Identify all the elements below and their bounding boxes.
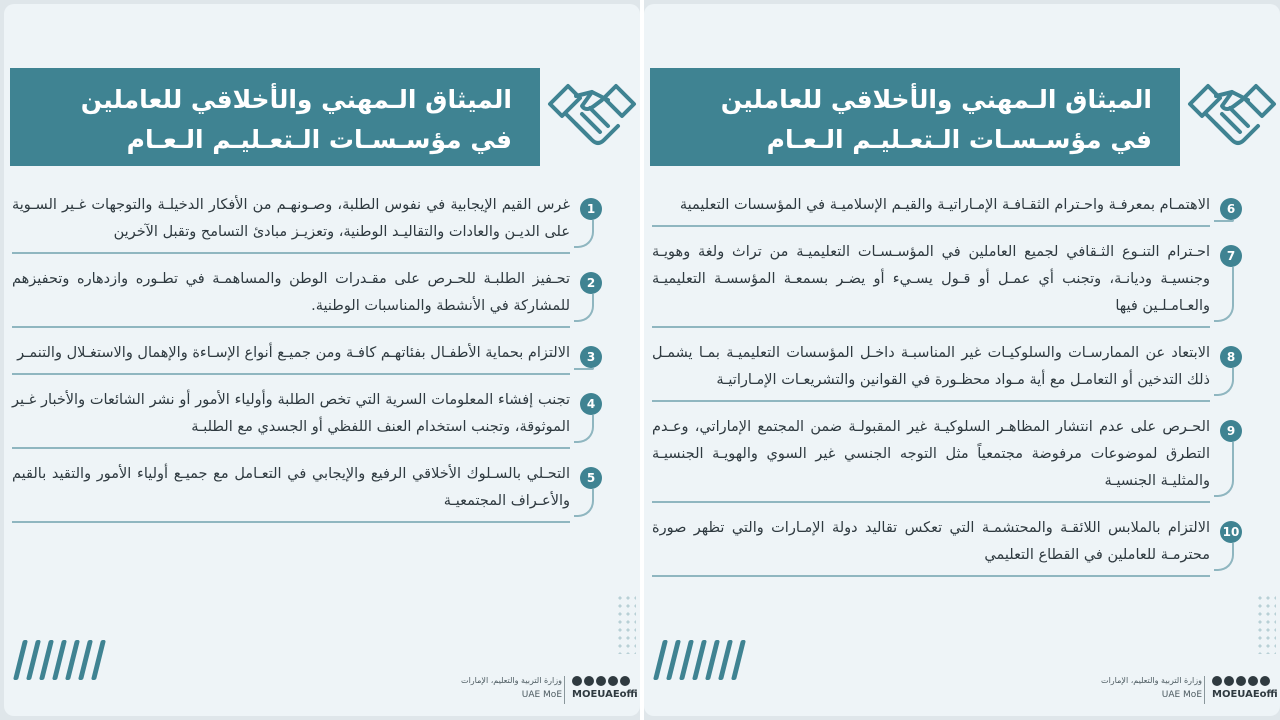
item-text: تجنب إفشاء المعلومات السرية التي تخص الطلبة وأولياء الأمور أو نشر الشائعات والأخبار غـير الموثوقة، وتجنب استخدام العنف اللفظي أو الجسدي مع الطلبـة — [12, 387, 570, 449]
charter-items — [12, 192, 604, 535]
footer-separator — [564, 676, 565, 704]
title-line-1: الميثاق الـمهني والأخلاقي للعاملين — [720, 85, 1152, 114]
list-item — [652, 515, 1244, 577]
item-number: 7 — [1220, 245, 1242, 267]
item-connector — [574, 220, 594, 248]
decorative-stripes — [658, 640, 768, 682]
social-handle-text: MOEUAEoffi — [572, 689, 638, 700]
facebook-icon — [608, 676, 618, 686]
item-connector — [574, 294, 594, 322]
ministry-name — [461, 674, 562, 702]
footer-separator — [1204, 676, 1205, 704]
decorative-stripes — [18, 640, 128, 682]
ministry-name — [1101, 674, 1202, 702]
title-line-2: في مؤسـسـات الـتعـليـم الـعـام — [126, 125, 512, 154]
title-line-2: في مؤسـسـات الـتعـليـم الـعـام — [766, 125, 1152, 154]
handshake-icon — [1186, 74, 1278, 166]
social-icons — [1212, 676, 1278, 686]
item-text: الحـرص على عدم انتشار المظاهـر السلوكيـة غير المقبولـة ضمن المجتمع الإماراتي، وعـدم التطرق لموضوعات مرفوضة مجتمعياً مثل التوجه الجنسي غير السوي والهويـة الجنسيـة والمثليـة الجنسيـة — [652, 414, 1210, 503]
youtube-icon — [596, 676, 606, 686]
facebook-icon — [1248, 676, 1258, 686]
item-connector — [574, 368, 594, 370]
list-item — [652, 414, 1244, 503]
item-number: 10 — [1220, 521, 1242, 543]
item-number: 2 — [580, 272, 602, 294]
handshake-icon — [546, 74, 638, 166]
item-text: تحـفيز الطلبـة للحـرص على مقـدرات الوطن والمساهمـة في تطـوره وازدهاره وتحفيزهم للمشاركة في الأنشطة والمناسبات الوطنية. — [12, 266, 570, 328]
item-number: 8 — [1220, 346, 1242, 368]
item-number: 5 — [580, 467, 602, 489]
list-item — [12, 461, 604, 523]
item-connector — [1214, 220, 1234, 222]
decorative-dots — [616, 594, 636, 654]
social-handle — [572, 676, 638, 702]
item-connector — [574, 489, 594, 517]
item-number: 1 — [580, 198, 602, 220]
list-item — [652, 239, 1244, 328]
item-text: غرس القيم الإيجابية في نفوس الطلبة، وصـونهـم من الأفكار الدخيلـة والتوجهات غـير السـوية على الديـن والعادات والتقاليـد الوطنية، وتعزيـز مبادئ التسامح وتقبل الآخرين — [12, 192, 570, 254]
youtube-icon — [1236, 676, 1246, 686]
item-connector — [1214, 442, 1234, 497]
decorative-dots — [1256, 594, 1276, 654]
panel-title — [10, 68, 540, 166]
list-item — [652, 340, 1244, 402]
item-text: التحـلي بالسـلوك الأخلاقي الرفيع والإيجابي في التعـامل مع جميـع أولياء الأمور والتقيد بالقيم والأعـراف المجتمعيـة — [12, 461, 570, 523]
item-text: الالتزام بحماية الأطفـال بفئاتهـم كافـة ومن جميـع أنواع الإسـاءة والإهمال والاستغـلال والتنمـر — [12, 340, 570, 375]
item-text: احـترام التنـوع الثـقافي لجميع العاملين في المؤسـسـات التعليميـة من تراث ولغة وهويـة وجنسيـة وديانـة، وتجنب أي عمـل أو قـول يسـيء أو يضـر بسمعـة المؤسسـة التعليميـة والعـامـلـين فيها — [652, 239, 1210, 328]
item-number: 4 — [580, 393, 602, 415]
item-text: الاهتمـام بمعرفـة واحـترام الثقـافـة الإمـاراتيـة والقيـم الإسلاميـة في المؤسسات التعليمية — [652, 192, 1210, 227]
social-handle-text: MOEUAEoffi — [1212, 689, 1278, 700]
title-line-1: الميثاق الـمهني والأخلاقي للعاملين — [80, 85, 512, 114]
item-connector — [1214, 368, 1234, 396]
charter-panel-1 — [4, 4, 640, 716]
charter-panel-2 — [644, 4, 1280, 716]
item-connector — [1214, 543, 1234, 571]
snapchat-icon — [572, 676, 582, 686]
ministry-name-en: UAE MoE — [1161, 690, 1202, 700]
charter-items — [652, 192, 1244, 589]
list-item — [12, 266, 604, 328]
item-connector — [574, 415, 594, 443]
list-item — [12, 340, 604, 375]
list-item — [652, 192, 1244, 227]
item-text: الابتعاد عن الممارسـات والسلوكيـات غير المناسبـة داخـل المؤسسات التعليميـة بمـا يشمـل ذلك التدخين أو التعامـل مع أية مـواد محظـورة في القوانين والتشريعـات الإمـاراتيـة — [652, 340, 1210, 402]
instagram-icon — [584, 676, 594, 686]
instagram-icon — [1224, 676, 1234, 686]
item-text: الالتزام بالملابس اللائقـة والمحتشمـة التي تعكس تقاليد دولة الإمـارات والتي تظهر صورة محترمـة للعاملين في القطاع التعليمي — [652, 515, 1210, 577]
social-icons — [572, 676, 638, 686]
list-item — [12, 387, 604, 449]
list-item — [12, 192, 604, 254]
panel-title — [650, 68, 1180, 166]
item-number: 6 — [1220, 198, 1242, 220]
ministry-name-ar: وزارة التربية والتعليم، الإمارات — [461, 676, 562, 685]
item-connector — [1214, 267, 1234, 322]
item-number: 3 — [580, 346, 602, 368]
ministry-name-ar: وزارة التربية والتعليم، الإمارات — [1101, 676, 1202, 685]
snapchat-icon — [1212, 676, 1222, 686]
twitter-icon — [620, 676, 630, 686]
ministry-name-en: UAE MoE — [521, 690, 562, 700]
item-number: 9 — [1220, 420, 1242, 442]
twitter-icon — [1260, 676, 1270, 686]
social-handle — [1212, 676, 1278, 702]
